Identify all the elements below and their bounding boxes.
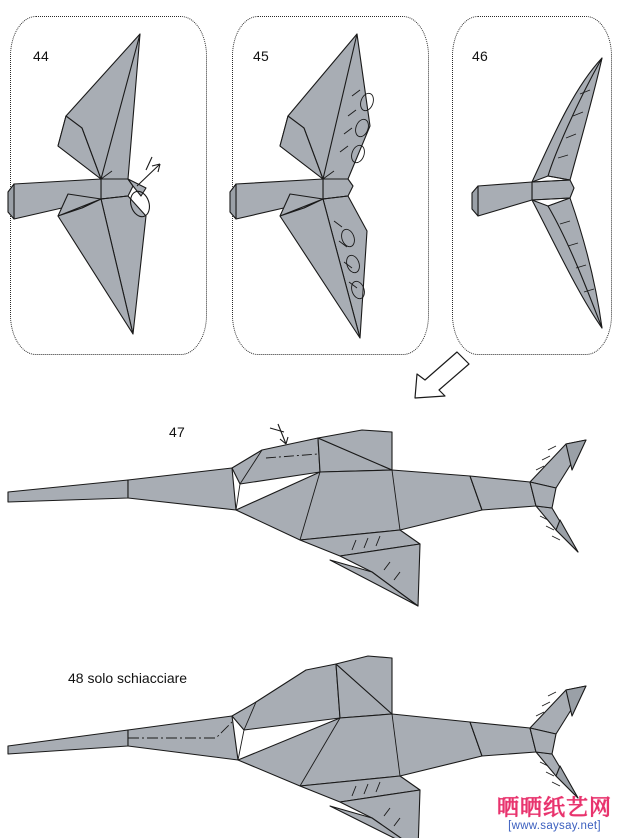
step-46-figure — [442, 16, 620, 361]
watermark-logo: 晒晒纸艺网 — [496, 795, 612, 821]
fold-arrow-47 — [270, 424, 288, 444]
step-transition-arrow — [395, 348, 475, 403]
step-46-number: 46 — [472, 48, 488, 64]
step-45-number: 45 — [253, 48, 269, 64]
step-45-figure — [222, 16, 437, 361]
step-47-number: 47 — [169, 424, 185, 440]
step-44-figure — [0, 16, 215, 361]
watermark — [497, 797, 612, 832]
watermark-url: [www.saysay.net] — [508, 820, 601, 832]
step-44-number: 44 — [33, 48, 49, 64]
step-47-figure — [0, 410, 620, 630]
step-48-label: 48 solo schiacciare — [68, 670, 188, 686]
